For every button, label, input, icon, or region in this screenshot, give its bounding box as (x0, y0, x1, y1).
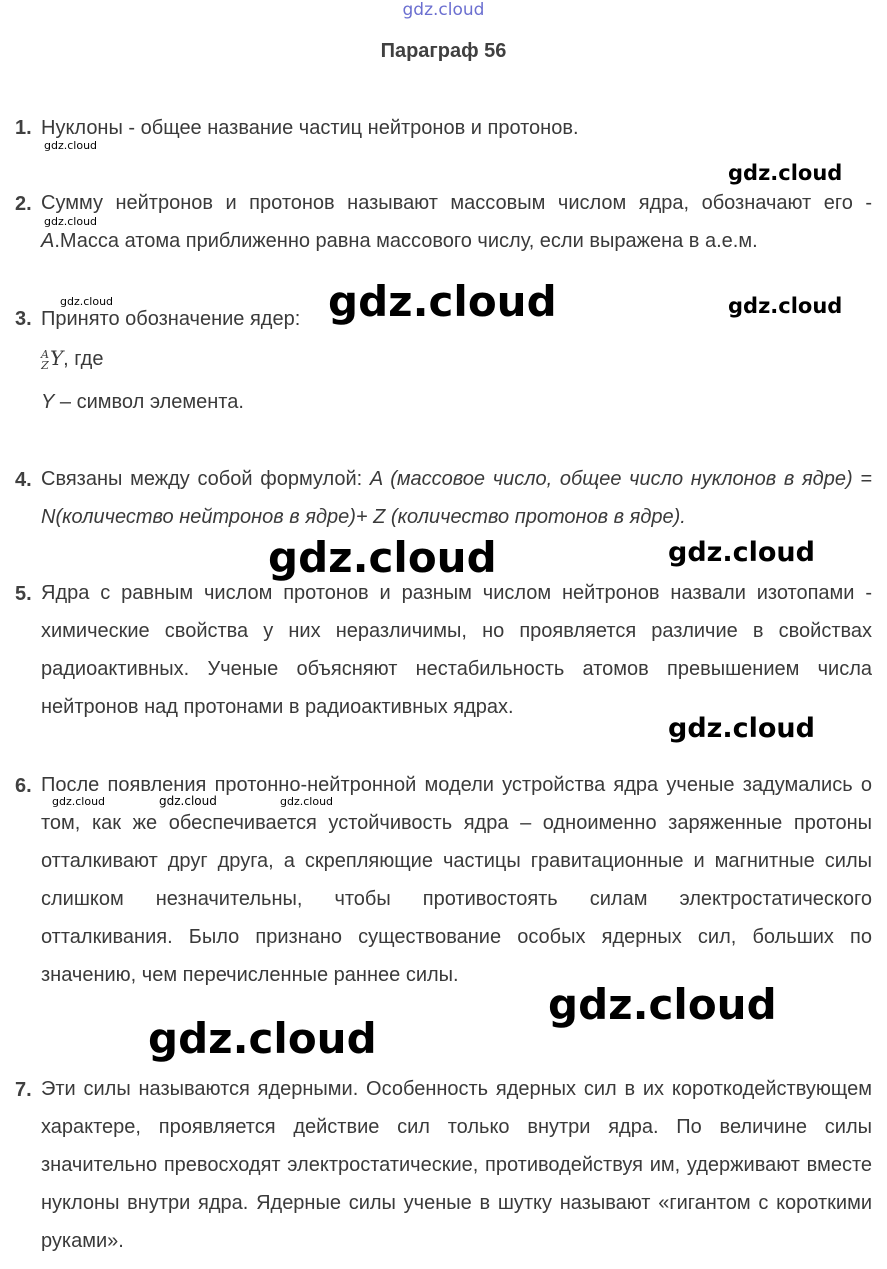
item-4-number: 4. (15, 469, 32, 491)
watermark: gdz.cloud (159, 794, 217, 808)
item-3-text: Принято обозначение ядер: (41, 308, 301, 330)
item-6-number: 6. (15, 775, 32, 797)
item-3-number: 3. (15, 308, 32, 330)
item-7-number: 7. (15, 1079, 32, 1101)
formula-index: A Z (41, 347, 49, 372)
item-3-formula: A Z Y, где (41, 346, 104, 372)
item-4-text: Связаны между собой формулой: A (массовое число, общее число нуклонов в ядре) = N(количество нейтронов в ядре)+ Z (количество протонов в ядре). (41, 468, 872, 528)
page-title: Параграф 56 (380, 40, 507, 62)
item-6-text: После появления протонно-нейтронной модели устройства ядра ученые задумались о том, как же обеспечивается устойчивость ядра – одноименно заряженные протоны отталкивают друг друга, а скрепляющие частицы гравитационные и магнитные силы слишком незначительны, чтобы противостоять силам электростатического отталкивания. Было признано существование особых ядерных сил, больших по значению, чем перечисленные раннее силы. (41, 774, 872, 986)
watermark: gdz.cloud (268, 533, 497, 582)
item-2-number: 2. (15, 193, 32, 215)
watermark: gdz.cloud (148, 1014, 377, 1063)
item-7-text: Эти силы называются ядерными. Особенность ядерных сил в их короткодействующем характере, проявляется действие сил только внутри ядра. По величине силы значительно превосходят электростатические, противодействуя им, удерживают вместе нуклоны внутри ядра. Ядерные силы ученые в шутку называют «гигантом с короткими руками». (41, 1078, 872, 1252)
watermark: gdz.cloud (44, 139, 98, 152)
watermark: gdz.cloud (668, 713, 815, 744)
watermark: gdz.cloud (548, 980, 777, 1029)
watermark: gdz.cloud (728, 294, 843, 318)
item-2-symbol: A (41, 230, 55, 252)
item-2-text: Сумму нейтронов и протонов называют массовым числом ядра, обозначают его - A.Масса атома приближенно равна массового числу, если выражена в а.е.м. (41, 192, 872, 252)
watermark: gdz.cloud (44, 215, 98, 228)
top-watermark: gdz.cloud (402, 0, 485, 20)
watermark: gdz.cloud (728, 161, 843, 185)
item-3-line2: Y – символ элемента. (41, 391, 244, 413)
item-5-text: Ядра с равным числом протонов и разным числом нейтронов назвали изотопами - химические свойства у них неразличимы, но проявляется различие в свойствах радиоактивных. Ученые объясняют нестабильность атомов превышением числа нейтронов над протонами в радиоактивных ядрах. (41, 582, 872, 718)
item-1-number: 1. (15, 117, 32, 139)
watermark: gdz.cloud (60, 295, 114, 308)
item-5-number: 5. (15, 583, 32, 605)
watermark: gdz.cloud (668, 537, 815, 568)
watermark: gdz.cloud (52, 795, 106, 808)
item-1-text: Нуклоны - общее название частиц нейтронов и протонов. (41, 117, 579, 139)
watermark: gdz.cloud (328, 277, 557, 326)
watermark: gdz.cloud (280, 795, 334, 808)
